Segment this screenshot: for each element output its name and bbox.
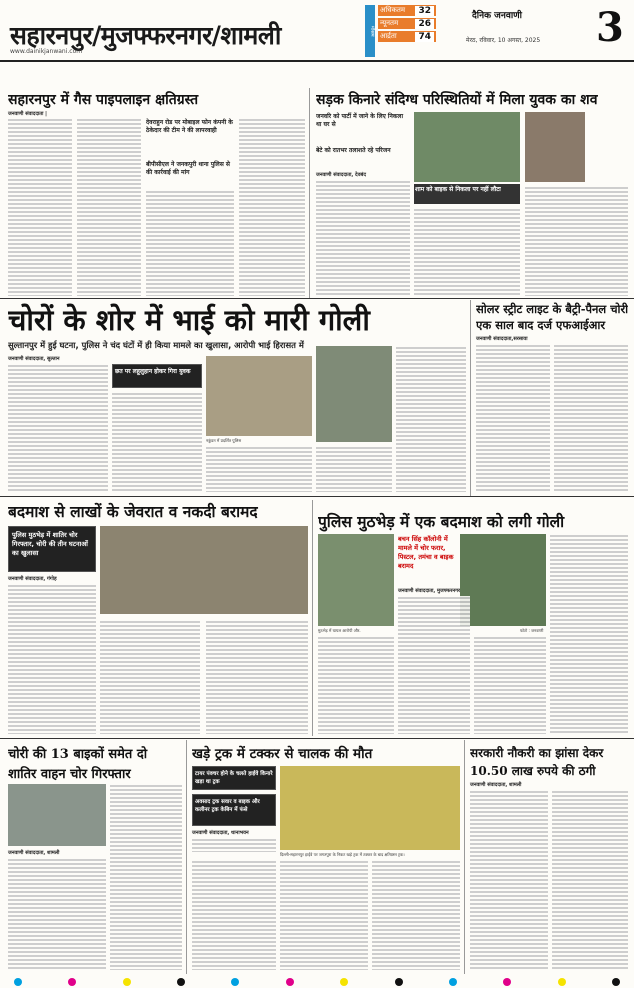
article-text bbox=[318, 636, 394, 734]
print-color-marks bbox=[0, 976, 634, 988]
body-subhead-2: बेटे को रातभर तलाशते रहे परिजन bbox=[316, 147, 391, 154]
solar-light-headline: सोलर स्ट्रीट लाइट के बैट्री-पैनल चोरी bbox=[476, 302, 628, 316]
damaged-truck-photo bbox=[280, 766, 460, 850]
byline: जनवाणी संवाददाता, देवबंद bbox=[316, 172, 367, 178]
jewellery-recovered-headline: बदमाश से लाखों के जेवरात व नकदी बरामद bbox=[8, 502, 258, 521]
byline: जनवाणी संवाददाता, शामली bbox=[470, 782, 522, 788]
photo-caption: नकुंडन में प्रदर्शित पुलिस bbox=[206, 438, 242, 443]
byline: जनवाणी संवाददाता, सुल्तान bbox=[8, 356, 60, 362]
victim-photo bbox=[525, 112, 585, 182]
photo-caption: शाम को बाइक से निकला पर नहीं लौटा bbox=[414, 184, 520, 204]
byline: जनवाणी संवाददाता, थानाभवन bbox=[192, 830, 249, 836]
shot-brother-subhead: सुल्तानपुर में हुई घटना, पुलिस ने चंद घंटों में ही किया मामले का खुलासा, आरोपी भाई हिरासत में bbox=[8, 340, 304, 350]
article-text bbox=[398, 596, 470, 734]
article-text bbox=[8, 858, 106, 970]
byline: जनवाणी संवाददाता,सरसावा bbox=[476, 336, 528, 342]
site-url[interactable]: www.dainikjanwani.com bbox=[10, 48, 83, 55]
article-text bbox=[525, 186, 628, 296]
gas-subhead-1: देवराहुन रोड पर मोबाइल फोन कंपनी के ठेकेदार की टीम ने की लापरवाही bbox=[146, 119, 233, 134]
article-text bbox=[316, 446, 392, 492]
bike-theft-headline: चोरी की 13 बाइकों समेत दो bbox=[8, 747, 148, 762]
page-number: 3 bbox=[596, 4, 624, 51]
article-text bbox=[100, 620, 200, 734]
accident-photo bbox=[414, 112, 520, 182]
article-text bbox=[77, 118, 141, 296]
article-text bbox=[112, 392, 202, 492]
article-text bbox=[550, 534, 628, 734]
byline: जनवाणी संवाददाता, मुजफ्फरनगर bbox=[398, 588, 461, 594]
column-divider bbox=[470, 300, 471, 496]
column-divider bbox=[312, 500, 313, 736]
body-subhead-1: जनवरि को पार्टी में जाने के लिए निकला था घर से bbox=[316, 113, 404, 128]
article-text bbox=[554, 344, 628, 492]
article-text bbox=[8, 364, 108, 492]
weather-label: मौसम bbox=[365, 5, 375, 57]
article-text bbox=[316, 180, 410, 296]
article-text bbox=[8, 584, 96, 734]
article-text bbox=[552, 790, 628, 970]
job-fraud-headline-2: 10.50 लाख रुपये की ठगी bbox=[470, 764, 596, 778]
byline: जनवाणी संवाददाता, शामली bbox=[8, 850, 60, 856]
article-text bbox=[110, 784, 182, 970]
column-divider bbox=[464, 740, 465, 974]
solar-light-headline-2: एक साल बाद दर्ज एफआईआर bbox=[476, 318, 606, 332]
weather-row-humidity: आर्द्रता 74 bbox=[378, 31, 436, 42]
dead-body-headline: सड़क किनारे संदिग्ध परिस्थितियों में मिला युवक का शव bbox=[316, 92, 598, 108]
article-text bbox=[192, 860, 276, 970]
weather-row-min: न्यूनतम 26 bbox=[378, 18, 436, 29]
recovered-bikes-photo bbox=[8, 784, 106, 846]
photo-caption: मुठभेड़ में घायल आरोपी और. bbox=[318, 628, 361, 633]
encounter-headline: पुलिस मुठभेड़ में एक बदमाश को लगी गोली bbox=[318, 512, 565, 531]
photo-caption: दिल्ली-सहारनपुर हाईवे पर जगतपुरा के निकट खड़े ट्रक में टक्कर के बाद क्षतिग्रस्त ट्रक। bbox=[280, 852, 405, 857]
article-text bbox=[146, 190, 234, 296]
masthead-title: सहारनपुर/मुजफ्फरनगर/शामली bbox=[10, 21, 281, 50]
article-text bbox=[239, 118, 305, 296]
article-text bbox=[192, 838, 276, 852]
info-box: छत पर लहूलुहान होकर गिरा युवक bbox=[112, 364, 202, 388]
info-box: टायर पंक्चर होने के चलते हाईवे किनारे खड़ा था ट्रक bbox=[192, 766, 276, 790]
dateline: मेरठ, रविवार, 10 अगस्त, 2025 bbox=[466, 37, 541, 44]
police-photo bbox=[316, 346, 392, 442]
article-text bbox=[206, 446, 312, 492]
column-divider bbox=[186, 740, 187, 974]
column-divider bbox=[309, 88, 310, 298]
article-text bbox=[476, 344, 550, 492]
shot-brother-headline: चोरों के शोर में भाई को मारी गोली bbox=[8, 303, 370, 337]
section-divider bbox=[0, 738, 634, 739]
byline: जनवाणी संवाददाता | bbox=[8, 111, 47, 117]
bike-theft-headline-2: शातिर वाहन चोर गिरफ्तार bbox=[8, 767, 131, 782]
photo-credit: फोटो : जनवाणी bbox=[520, 628, 544, 633]
truck-collision-headline: खड़े ट्रक में टक्कर से चालक की मौत bbox=[192, 746, 373, 762]
article-text bbox=[396, 346, 466, 492]
article-text bbox=[206, 620, 308, 734]
job-fraud-headline: सरकारी नौकरी का झांसा देकर bbox=[470, 746, 604, 760]
gas-pipeline-headline: सहारनपुर में गैस पाइपलाइन क्षतिग्रस्त bbox=[8, 92, 199, 108]
gas-subhead-2: बीपीसीएल ने जनकपुरी थाना पुलिस से की कार्रवाई की मांग bbox=[146, 161, 230, 176]
section-divider bbox=[0, 298, 634, 299]
article-text bbox=[474, 636, 546, 734]
byline: जनवाणी संवाददाता, गंगोह bbox=[8, 576, 57, 582]
crime-scene-photo bbox=[206, 356, 312, 436]
encounter-photo bbox=[318, 534, 394, 626]
article-text bbox=[280, 860, 368, 970]
weather-row-max: अधिकतम 32 bbox=[378, 5, 436, 16]
article-text bbox=[470, 790, 548, 970]
section-divider bbox=[0, 496, 634, 497]
encounter-subhead: बचन सिंह कॉलोनी में मामले में चोर फरार, पिस्टल, तमंचा व बाइक बरामद bbox=[398, 535, 454, 570]
article-text bbox=[372, 860, 460, 970]
field-photo bbox=[460, 534, 546, 626]
article-text bbox=[414, 208, 520, 296]
info-box: पुलिस मुठभेड़ में शातिर चोर गिरफ्तार, चोरी की तीन घटनाओं का खुलासा bbox=[8, 526, 96, 572]
paper-name: दैनिक जनवाणी bbox=[472, 11, 522, 21]
info-box: अवसाद ट्रक सवार व बाइक और कलीनर ट्रक केबिन में फंसे bbox=[192, 794, 276, 826]
article-text bbox=[8, 118, 72, 296]
arrested-accused-photo bbox=[100, 526, 308, 614]
